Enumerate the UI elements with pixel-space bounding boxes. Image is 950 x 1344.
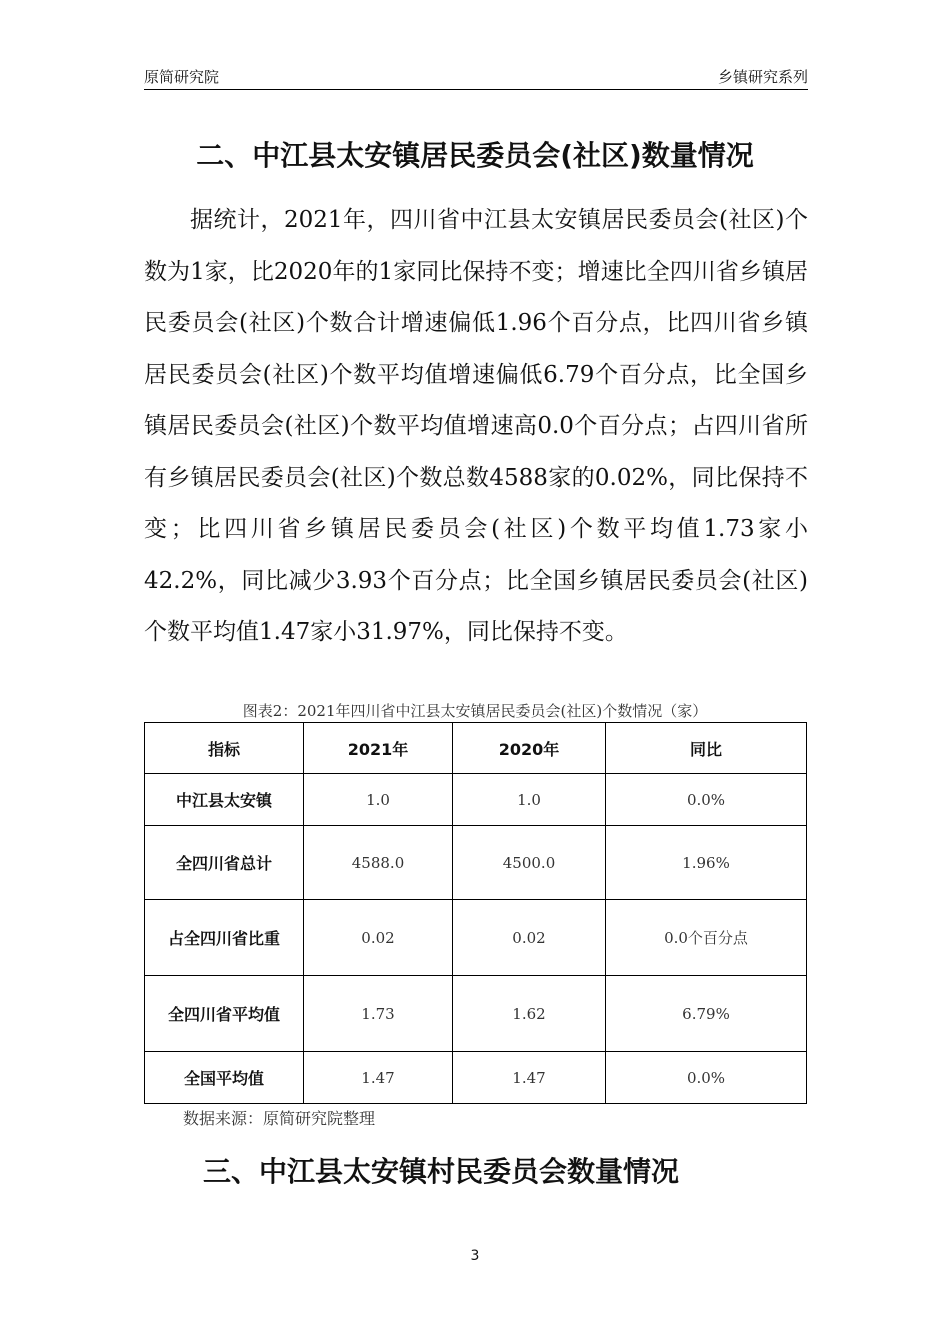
col-header: 2020年 [453,723,606,774]
row-label: 占全四川省比重 [145,900,304,976]
section-3-title: 三、中江县太安镇村民委员会数量情况 [203,1155,680,1188]
header-right: 乡镇研究系列 [717,68,808,86]
table-row [145,826,807,900]
table-row [145,774,807,826]
col-header: 同比 [606,723,807,774]
table-header-row [145,723,807,774]
header-divider [144,89,808,90]
table-cell: 0.0% [606,774,807,826]
row-label: 全四川省平均值 [145,976,304,1052]
table-cell: 0.0% [606,1052,807,1104]
header-left: 原简研究院 [144,68,220,86]
table-cell: 1.0 [453,774,606,826]
col-header: 2021年 [304,723,453,774]
row-label: 全国平均值 [145,1052,304,1104]
table-cell: 4500.0 [453,826,606,900]
table-cell: 1.0 [304,774,453,826]
table-cell: 0.02 [304,900,453,976]
table-row [145,1052,807,1104]
table-cell: 4588.0 [304,826,453,900]
section-2-body: 据统计，2021年，四川省中江县太安镇居民委员会(社区)个数为1家，比2020年的1家同比保持不变；增速比全四川省乡镇居民委员会(社区)个数合计增速偏低1.96个百分点，比四川省乡镇居民委员会(社区)个数平均值增速偏低6.79个百分点，比全国乡镇居民委员会(社区)个数平均值增速高0.0个百分点；占四川省所有乡镇居民委员会(社区)个数总数4588家的0.02%，同比保持不变；比四川省乡镇居民委员会(社区)个数平均值1.73家小42.2%，同比减少3.93个百分点；比全国乡镇居民委员会(社区)个数平均值1.47家小31.97%，同比保持不变。 [144,207,808,645]
section-2-title: 二、中江县太安镇居民委员会(社区)数量情况 [196,139,754,172]
row-label: 全四川省总计 [145,826,304,900]
data-table [144,722,807,1104]
table-cell: 1.96% [606,826,807,900]
row-label: 中江县太安镇 [145,774,304,826]
table-cell: 6.79% [606,976,807,1052]
col-header: 指标 [145,723,304,774]
table-cell: 0.02 [453,900,606,976]
table-caption: 图表2：2021年四川省中江县太安镇居民委员会(社区)个数情况（家） [242,702,708,720]
table-cell: 1.73 [304,976,453,1052]
table-source: 数据来源：原简研究院整理 [183,1109,376,1128]
table-cell: 1.47 [304,1052,453,1104]
table-row [145,976,807,1052]
table-cell: 1.47 [453,1052,606,1104]
table-row [145,900,807,976]
table-cell: 0.0个百分点 [606,900,807,976]
table-cell: 1.62 [453,976,606,1052]
page-number: 3 [470,1248,480,1264]
